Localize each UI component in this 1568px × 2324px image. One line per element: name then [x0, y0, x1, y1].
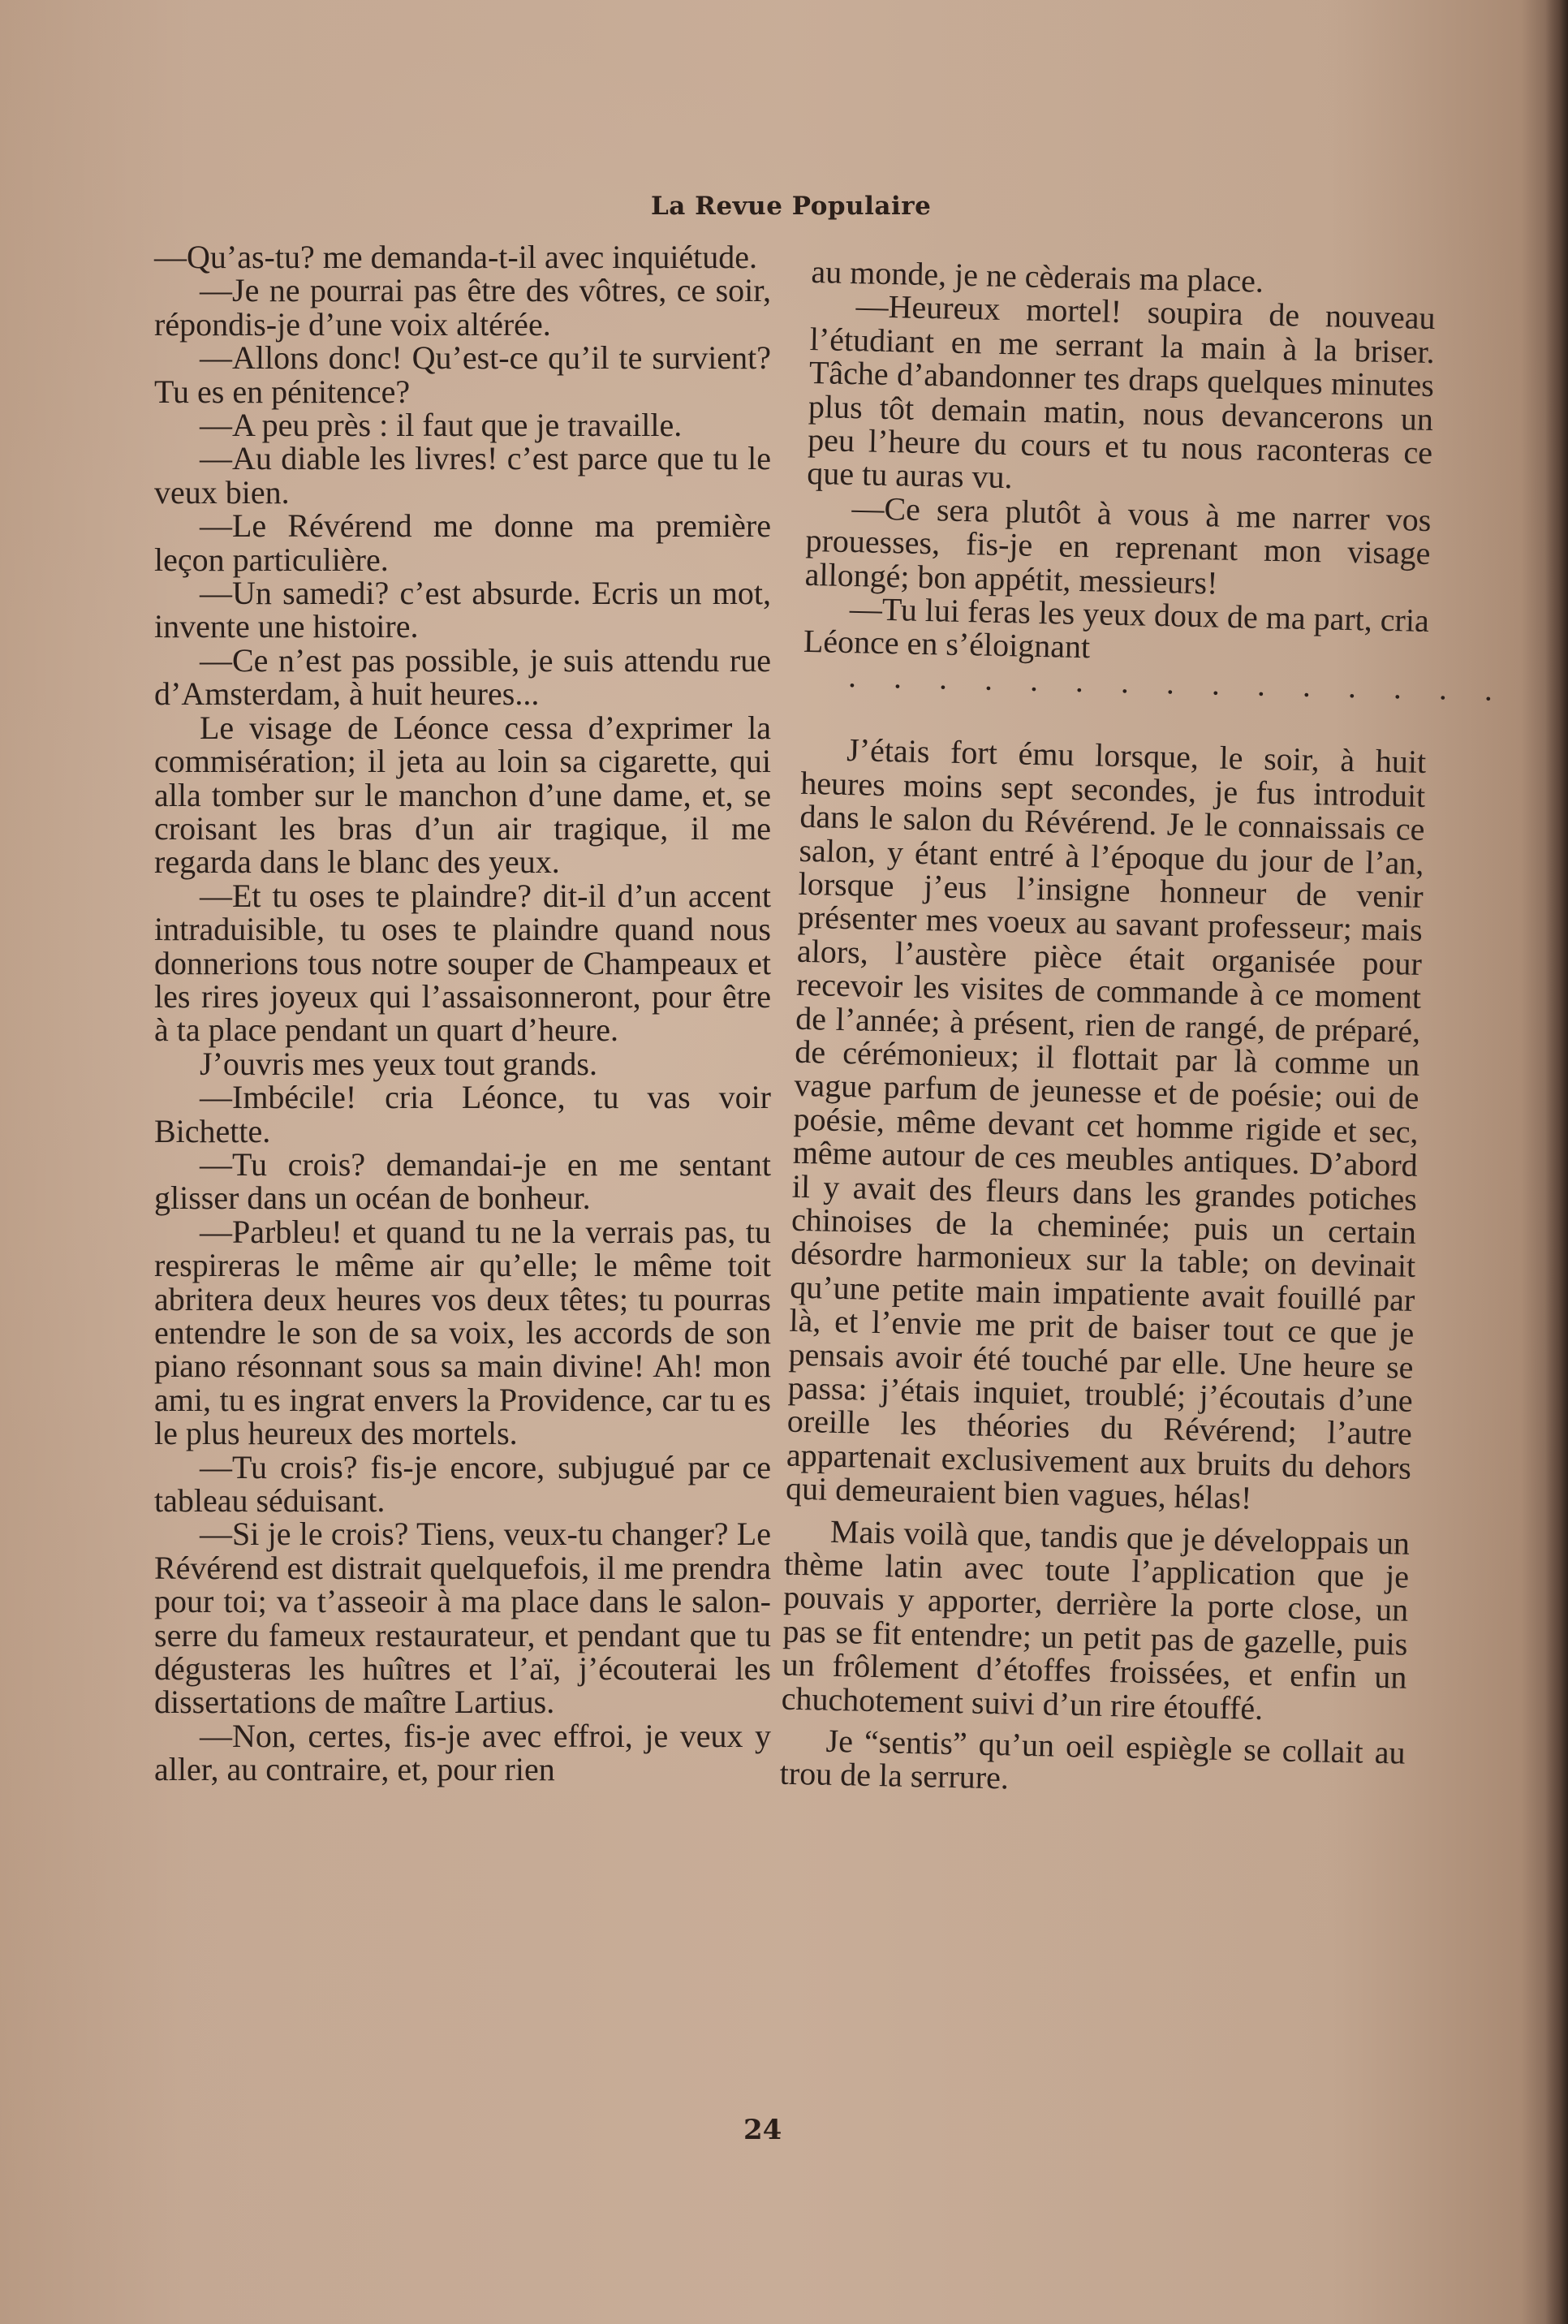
paragraph: —Tu lui feras les yeux doux de ma part, cria Léonce en s’éloignant	[803, 590, 1430, 666]
paragraph: —Allons donc! Qu’est-ce qu’il te survient? Tu es en pénitence?	[154, 339, 771, 410]
paragraph: —Si je le crois? Tiens, veux-tu changer? Le Révérend est distrait quelquefois, il me prendra pour toi; va t’asseoir à ma place dans le salon-serre du fameux restaurateur, et pendant que tu dégusteras les huîtres et l’aï, j’écouterai les dissertations de maître Lartius.	[154, 1516, 771, 1721]
paragraph: au monde, je ne cèderais ma place.	[811, 253, 1264, 300]
section-separator: . . . . . . . . . . . . . . .	[847, 657, 1508, 708]
paragraph: —Parbleu! et quand tu ne la verrais pas, tu respireras le même air qu’elle; le même toit abritera deux heures vos deux têtes; tu pourras entendre le son de sa voix, les accords de son piano résonnant sous sa main divine! Ah! mon ami, tu es ingrat envers la Providence, car tu es le plus heureux des mortels.	[154, 1213, 771, 1452]
paragraph: —Heureux mortel! soupira de nouveau l’étudiant en me serrant la main à la briser. Tâche d’abandonner tes draps quelques minutes plus tôt demain matin, nous devancerons un peu l’heure du cours et tu nous raconteras ce que tu auras vu.	[806, 287, 1437, 496]
page-edge-shadow	[1545, 0, 1568, 2324]
paragraph: —Au diable les livres! c’est parce que tu le veux bien.	[154, 440, 771, 511]
paragraph: —Et tu oses te plaindre? dit-il d’un accent intraduisible, tu oses te plaindre quand nous donnerions tous notre souper de Champeaux et les rires joyeux qui l’assaisonneront, pour être à ta place pendant un quart d’heure.	[154, 877, 771, 1049]
running-header: La Revue Populaire	[651, 192, 932, 221]
paragraph: —Le Révérend me donne ma première leçon particulière.	[154, 507, 771, 578]
paragraph: —Je ne pourrai pas être des vôtres, ce soir, répondis-je d’une voix altérée.	[154, 272, 771, 343]
paragraph: —Qu’as-tu? me demanda-t-il avec inquiétude.	[154, 239, 758, 275]
left-column	[154, 240, 771, 1787]
paragraph: —Ce sera plutôt à vous à me narrer vos prouesses, fis-je en reprenant mon visage allongé; bon appétit, messieurs!	[804, 489, 1432, 601]
right-column	[779, 253, 1508, 1804]
paragraph: —Un samedi? c’est absurde. Ecris un mot, invente une histoire.	[154, 575, 771, 645]
paragraph: J’ouvris mes yeux tout grands.	[200, 1045, 597, 1082]
paragraph: Mais voilà que, tandis que je développais un thème latin avec toute l’application que je pouvais y apporter, derrière la porte close, un pas se fit entendre; un petit pas de gazelle, puis un frôlement d’étoffes froissées, et enfin un chuchotement suivi d’un rire étouffé.	[781, 1512, 1411, 1727]
page-number: 24	[743, 2114, 782, 2146]
paragraph: Le visage de Léonce cessa d’exprimer la commisération; il jeta au loin sa cigarette, qui alla tomber sur le manchon d’une dame, et, se croisant les bras d’un air tragique, il me regarda dans le blanc des yeux.	[154, 709, 771, 881]
paragraph: —A peu près : il faut que je travaille.	[200, 407, 683, 444]
paragraph: Je “sentis” qu’un oeil espiègle se collait au trou de la serrure.	[779, 1722, 1406, 1796]
paragraph: J’étais fort ému lorsque, le soir, à huit heures moins sept secondes, je fus introduit dans le salon du Révérend. Je le connaissais ce salon, y étant entré à l’époque du jour de l’an, lorsque j’eus l’insigne honneur de venir présenter mes voeux au savant professeur; mais alors, l’austère pièce était organisée pour recevoir les visites de commande à ce moment de l’année; à présent, rien de rangé, de préparé, de cérémonieux; il flottait par là comme un vague parfum de jeunesse et de poésie; oui de poésie, même devant cet homme rigide et sec, même autour de ces meubles antiques. D’abord il y avait des fleurs dans les grandes potiches chinoises de la cheminée; puis un certain désordre harmonieux sur la table; on devinait qu’une petite main impatiente avait fouillé par là, et l’envie me prit de baiser tout ce que je pensais avoir été touché par elle. Une heure se passa: j’étais inquiet, troublé; j’écoutais d’une oreille les théories du Révérend; l’autre appartenait exclusivement aux bruits du dehors qui demeuraient bien vagues, hélas!	[785, 731, 1427, 1516]
paragraph: —Non, certes, fis-je avec effroi, je veux y aller, au contraire, et, pour rien	[154, 1717, 771, 1788]
paragraph: —Ce n’est pas possible, je suis attendu rue d’Amsterdam, à huit heures...	[154, 641, 771, 713]
paragraph: —Tu crois? demandai-je en me sentant glisser dans un océan de bonheur.	[154, 1145, 771, 1217]
paragraph: —Imbécile! cria Léonce, tu vas voir Bichette.	[154, 1079, 771, 1149]
paragraph: —Tu crois? fis-je encore, subjugué par ce tableau séduisant.	[154, 1448, 771, 1520]
